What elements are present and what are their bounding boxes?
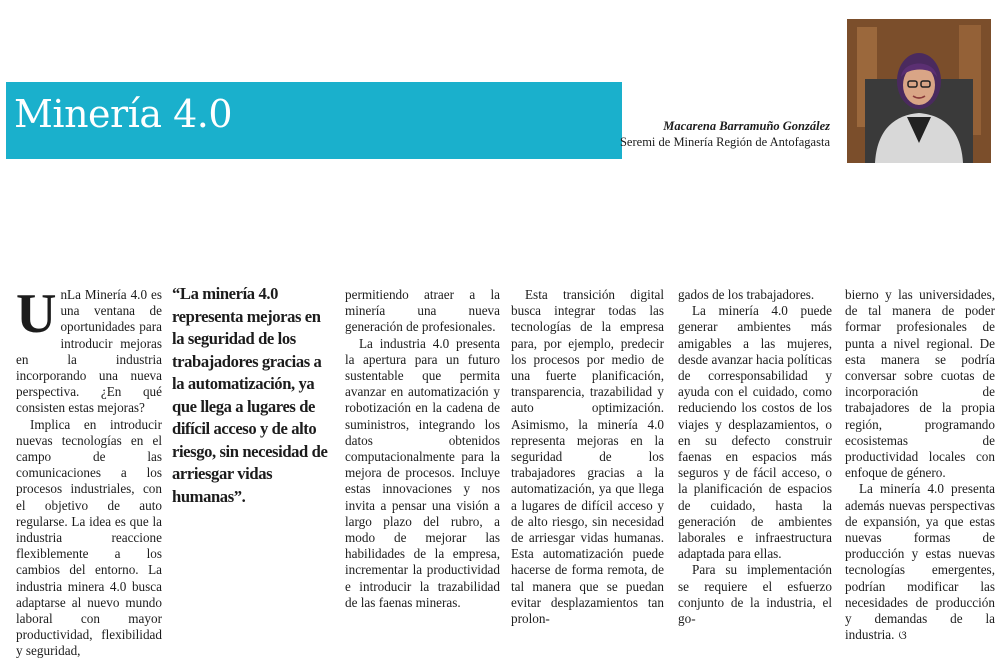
author-photo xyxy=(847,19,991,163)
author-name: Macarena Barramuño González xyxy=(663,119,830,133)
author-portrait-icon xyxy=(847,19,991,163)
paragraph: bierno y las universidades, de tal manera de poder formar profesionales de punta a nivel regional. De esta manera se podría conversar sobre cuotas de incorporación de trabajadores de la propia región, programando ecosistemas de productividad locales con enfoque de género. xyxy=(845,287,995,481)
article-column-4 xyxy=(511,287,664,627)
article-column-3 xyxy=(345,287,500,610)
paragraph xyxy=(845,481,995,643)
column-title: Minería 4.0 xyxy=(14,92,233,136)
paragraph: La minería 4.0 puede generar ambientes más amigables a las mujeres, desde avanzar hacia políticas de corresponsabilidad y ayuda con el cuidado, como reduciendo los costos de los viajes y desplazamientos, o en su defecto construir faenas en espacios más seguros y de fácil acceso, o la planificación de espacios de cuidado, hasta la generación de ambientes laborales e infraestructura adaptada para ellas. xyxy=(678,303,832,562)
article-column-5 xyxy=(678,287,832,627)
paragraph-text: La minería 4.0 presenta además nuevas perspectivas de expansión, ya que estas nuevas formas de producción y estas nuevas tecnologías emergentes, podrían modificar las necesidades de producción y demandas de la industria. xyxy=(845,481,995,643)
paragraph: gados de los trabajadores. xyxy=(678,287,815,302)
drop-cap: U xyxy=(16,283,57,345)
paragraph: nLa Minería 4.0 es una ventana de oportunidades para introducir mejoras en la industria incorporando una nueva perspectiva. ¿En qué consisten estas mejoras? xyxy=(16,287,162,416)
byline xyxy=(590,118,830,150)
pull-quote: “La minería 4.0 representa mejoras en la seguridad de los trabajadores gracias a la automatización, ya que llega a lugares de difícil acceso y de alto riesgo, sin necesidad de arriesgar vidas humanas”. xyxy=(172,284,328,506)
paragraph: La industria 4.0 presenta la apertura para un futuro sustentable que permita avanzar en automatización y robotización en la cadena de suministros, integrando los datos obtenidos computacionalmente para la mejora de procesos. Incluye estas innovaciones y nos invita a pensar una visión a largo plazo del rubro, a modo de mejorar las habilidades de la empresa, incrementar la productividad e introducir la trazabilidad de las faenas mineras. xyxy=(345,335,500,610)
paragraph: Esta transición digital busca integrar todas las tecnologías de la empresa para, por ejemplo, predecir los procesos por medio de una fuerte planificación, transparencia, trazabilidad y auto optimización. Asimismo, la minería 4.0 representa mejoras en la seguridad de los trabajadores gracias a la automatización, ya que llega a lugares de difícil acceso y de alto riesgo, sin necesidad de arriesgar vidas humanas. Esta automatización puede hacerse de forma remota, de tal manera que se puedan evitar desplazamientos tan prolon- xyxy=(511,287,664,627)
paragraph: Para su implementación se requiere el esfuerzo conjunto de la industria, el go- xyxy=(678,562,832,627)
paragraph: Implica en introducir nuevas tecnologías en el campo de las comunicaciones a los procesos industriales, con el objetivo de auto regularse. La idea es que la industria reaccione flexiblemente a los cambios del entorno. La industria minera 4.0 busca adaptarse al nuevo mundo laboral con mayor productividad, flexibilidad y seguridad, xyxy=(16,416,162,659)
article-column-6 xyxy=(845,287,995,643)
author-role: Seremi de Minería Región de Antofagasta xyxy=(619,135,830,149)
title-banner xyxy=(6,82,622,159)
paragraph: permitiendo atraer a la minería una nueva generación de profesionales. xyxy=(345,287,500,335)
article-column-1 xyxy=(16,283,162,659)
end-of-article-icon: ଓ xyxy=(898,628,907,643)
